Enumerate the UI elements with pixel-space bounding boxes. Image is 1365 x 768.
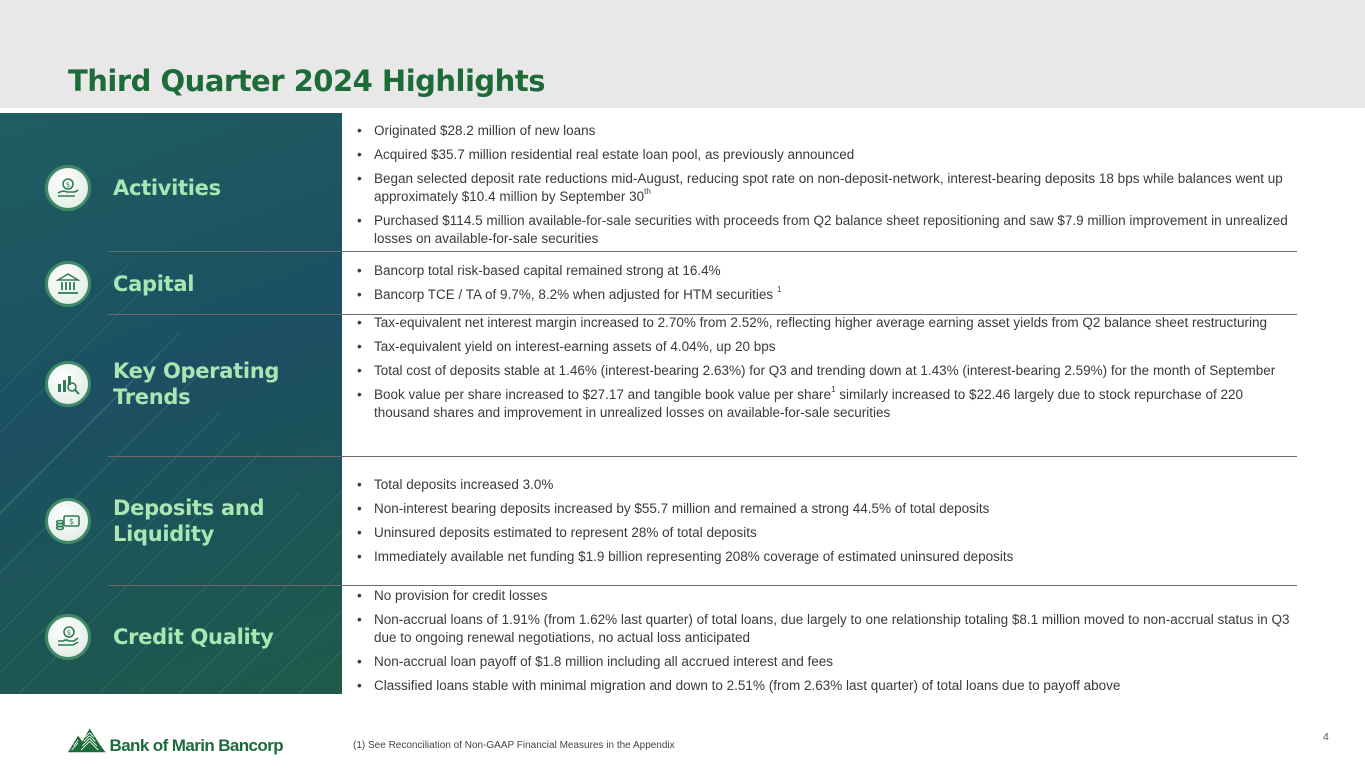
list-item: • Bancorp total risk-based capital remained strong at 16.4% — [356, 262, 1296, 280]
category-key-operating-trends — [45, 358, 335, 410]
cash-coins-icon — [45, 498, 91, 544]
category-label: Deposits and Liquidity — [113, 496, 265, 546]
company-logo — [68, 720, 283, 758]
list-item: • Tax-equivalent net interest margin increased to 2.70% from 2.52%, reflecting higher average earning asset yields from Q2 balance sheet restructuring — [356, 314, 1296, 332]
footnote: (1) See Reconciliation of Non-GAAP Financial Measures in the Appendix — [353, 740, 675, 751]
svg-text:$: $ — [68, 517, 75, 526]
mountain-tree-logo-icon — [68, 722, 106, 758]
list-item: • Classified loans stable with minimal migration and down to 2.51% (from 2.63% last quarter) of total loans due to payoff above — [356, 677, 1296, 695]
section-divider — [108, 456, 1297, 457]
category-activities — [45, 162, 335, 214]
hand-dollar-icon — [45, 614, 91, 660]
category-deposits-liquidity — [45, 495, 335, 547]
category-capital — [45, 258, 335, 310]
page-title: Third Quarter 2024 Highlights — [68, 64, 545, 98]
logo-text: Bank of Marin Bancorp — [109, 736, 283, 755]
list-item: • Bancorp TCE / TA of 9.7%, 8.2% when adjusted for HTM securities $^1$ — [356, 286, 1296, 304]
list-item: • Book value per share increased to $27.17 and tangible book value per share$^1$ similarly increased to $22.46 largely due to stock repurchase of 220 thousand shares and improvement in unrealized losses on available-for-sale securities — [356, 386, 1296, 422]
list-item: • Began selected deposit rate reductions mid-August, reducing spot rate on non-deposit-network, interest-bearing deposits 18 bps while balances went up approximately $10.4 million by September 30th — [356, 170, 1296, 206]
list-item: • Non-interest bearing deposits increased by $55.7 million and remained a strong 44.5% of total deposits — [356, 500, 1296, 518]
list-item: • Non-accrual loan payoff of $1.8 million including all accrued interest and fees — [356, 653, 1296, 671]
bank-building-icon — [45, 261, 91, 307]
list-item: • Immediately available net funding $1.9 billion representing 208% coverage of estimated uninsured deposits — [356, 548, 1296, 566]
svg-text:$: $ — [65, 181, 71, 189]
capital-bullets — [356, 262, 1296, 310]
hand-coin-icon — [45, 165, 91, 211]
activities-bullets — [356, 122, 1296, 254]
deposits-liquidity-bullets — [356, 476, 1296, 572]
list-item: • Total cost of deposits stable at 1.46% (interest-bearing 2.63%) for Q3 and trending down at 1.43% (interest-bearing 2.59%) for the month of September — [356, 362, 1296, 380]
svg-text:$: $ — [66, 629, 72, 637]
chart-magnifier-icon — [45, 361, 91, 407]
list-item: • Total deposits increased 3.0% — [356, 476, 1296, 494]
category-label: Activities — [113, 176, 221, 200]
list-item: • Non-accrual loans of 1.91% (from 1.62% last quarter) of total loans, due largely to one relationship totaling $8.1 million moved to non-accrual status in Q3 due to ongoing renewal negotiations, no actual loss anticipated — [356, 611, 1296, 647]
section-divider — [108, 585, 1297, 586]
category-label: Capital — [113, 272, 195, 296]
list-item: • Originated $28.2 million of new loans — [356, 122, 1296, 140]
list-item: • No provision for credit losses — [356, 587, 1296, 605]
category-credit-quality — [45, 611, 335, 663]
page-number: 4 — [1323, 731, 1329, 743]
category-label: Key Operating Trends — [113, 359, 280, 409]
list-item: • Acquired $35.7 million residential real estate loan pool, as previously announced — [356, 146, 1296, 164]
list-item: • Uninsured deposits estimated to represent 28% of total deposits — [356, 524, 1296, 542]
category-label: Credit Quality — [113, 625, 274, 649]
credit-quality-bullets — [356, 587, 1296, 701]
list-item: • Purchased $114.5 million available-for-sale securities with proceeds from Q2 balance sheet repositioning and saw $7.9 million improvement in unrealized losses on available-for-sale securities — [356, 212, 1296, 248]
key-operating-trends-bullets — [356, 314, 1296, 428]
list-item: • Tax-equivalent yield on interest-earning assets of 4.04%, up 20 bps — [356, 338, 1296, 356]
